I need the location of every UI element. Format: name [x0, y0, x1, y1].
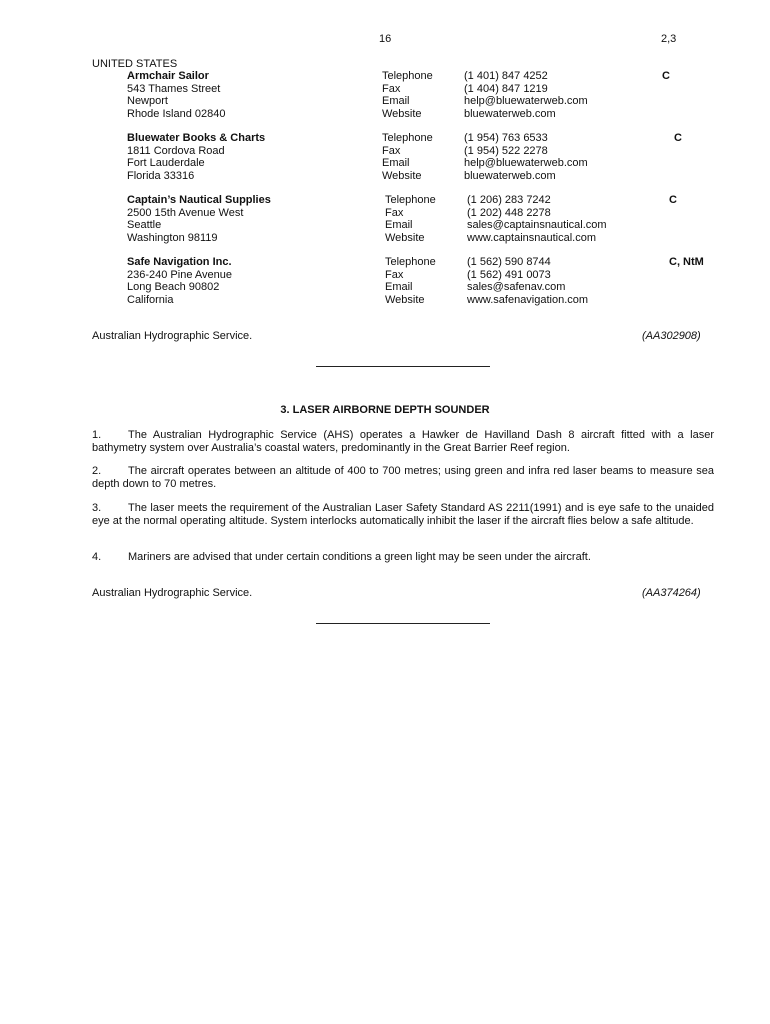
section-reference: 2,3	[661, 33, 677, 45]
paragraph	[92, 551, 714, 564]
supplier-name: Armchair Sailor	[127, 70, 209, 82]
supplier-address-line: 2500 15th Avenue West	[127, 206, 244, 219]
contact-label: Fax	[385, 206, 404, 219]
telephone-value: (1 562) 590 8744	[467, 256, 551, 268]
supplier-address-line: Washington 98119	[127, 231, 218, 244]
contact-label: Telephone	[385, 256, 436, 268]
supplier-name: Safe Navigation Inc.	[127, 256, 232, 268]
supplier-address-line: Newport	[127, 95, 168, 107]
paragraph	[92, 429, 714, 454]
telephone-value: (1 401) 847 4252	[464, 70, 548, 82]
contact-label: Telephone	[385, 194, 436, 206]
page-number: 16	[379, 33, 392, 45]
telephone-value: (1 954) 763 6533	[464, 132, 548, 144]
section-divider	[316, 623, 490, 624]
paragraph-text: Mariners are advised that under certain conditions a green light may be seen under the aircraft.	[128, 551, 591, 563]
contact-label: Fax	[382, 144, 401, 157]
supplier-code: C	[662, 70, 670, 82]
supplier-entry	[0, 70, 770, 122]
contact-label: Website	[382, 107, 422, 120]
supplier-code: C	[669, 194, 677, 206]
paragraph-text: The aircraft operates between an altitude of 400 to 700 metres; using green and infra red laser beams to measure sea depth down to 70 metres.	[92, 465, 714, 490]
supplier-code: C	[674, 132, 682, 144]
supplier-address-line: Seattle	[127, 219, 162, 231]
email-value: sales@captainsnautical.com	[467, 219, 607, 231]
country-heading: UNITED STATES	[92, 58, 178, 70]
fax-value: (1 954) 522 2278	[464, 144, 548, 157]
contact-label: Email	[382, 95, 410, 107]
notice-heading: 3. LASER AIRBORNE DEPTH SOUNDER	[280, 404, 490, 416]
paragraph-number: 4.	[92, 551, 102, 563]
supplier-address-line: 236-240 Pine Avenue	[127, 268, 232, 281]
paragraph	[92, 465, 714, 490]
paragraph	[92, 502, 714, 527]
supplier-address-line: California	[127, 293, 174, 306]
supplier-code: C, NtM	[669, 256, 704, 268]
supplier-address-line: Florida 33316	[127, 169, 195, 182]
website-value: www.captainsnautical.com	[467, 231, 597, 244]
contact-label: Email	[385, 219, 413, 231]
source-authority: Australian Hydrographic Service.	[92, 330, 253, 342]
supplier-address-line: Fort Lauderdale	[127, 157, 205, 169]
contact-label: Website	[382, 169, 422, 182]
paragraph-text: The Australian Hydrographic Service (AHS) operates a Hawker de Havilland Dash 8 aircraft fitted with a laser bathymetry system over Australia’s coastal waters, predominantly in the Great Barrier Reef region.	[92, 429, 714, 454]
contact-label: Telephone	[382, 132, 433, 144]
telephone-value: (1 206) 283 7242	[467, 194, 551, 206]
email-value: help@bluewaterweb.com	[464, 95, 588, 107]
supplier-name: Captain’s Nautical Supplies	[127, 194, 271, 206]
section-divider	[316, 366, 490, 367]
contact-label: Email	[385, 281, 413, 293]
contact-label: Fax	[385, 268, 404, 281]
fax-value: (1 562) 491 0073	[467, 268, 551, 281]
website-value: bluewaterweb.com	[464, 169, 556, 182]
notice-reference: (AA374264)	[642, 587, 701, 599]
supplier-entry	[0, 132, 770, 184]
supplier-address-line: Rhode Island 02840	[127, 107, 226, 120]
notice-reference: (AA302908)	[642, 330, 701, 342]
contact-label: Email	[382, 157, 410, 169]
supplier-name: Bluewater Books & Charts	[127, 132, 266, 144]
paragraph-number: 3.	[92, 502, 102, 514]
website-value: www.safenavigation.com	[467, 293, 589, 306]
supplier-address-line: 1811 Cordova Road	[127, 144, 225, 157]
fax-value: (1 404) 847 1219	[464, 82, 548, 95]
supplier-address-line: Long Beach 90802	[127, 281, 220, 293]
paragraph-number: 2.	[92, 465, 102, 477]
contact-label: Website	[385, 293, 425, 306]
supplier-entry	[0, 194, 770, 246]
email-value: help@bluewaterweb.com	[464, 157, 588, 169]
website-value: bluewaterweb.com	[464, 107, 556, 120]
supplier-entry	[0, 256, 770, 308]
contact-label: Telephone	[382, 70, 433, 82]
contact-label: Fax	[382, 82, 401, 95]
source-authority: Australian Hydrographic Service.	[92, 587, 253, 599]
email-value: sales@safenav.com	[467, 281, 566, 293]
fax-value: (1 202) 448 2278	[467, 206, 551, 219]
paragraph-text: The laser meets the requirement of the Australian Laser Safety Standard AS 2211(1991) and is eye safe to the unaided eye at the normal operating altitude. System interlocks automatically inhibit the laser if the aircraft flies below a safe altitude.	[92, 502, 714, 527]
contact-label: Website	[385, 231, 425, 244]
paragraph-number: 1.	[92, 429, 102, 441]
supplier-address-line: 543 Thames Street	[127, 82, 221, 95]
